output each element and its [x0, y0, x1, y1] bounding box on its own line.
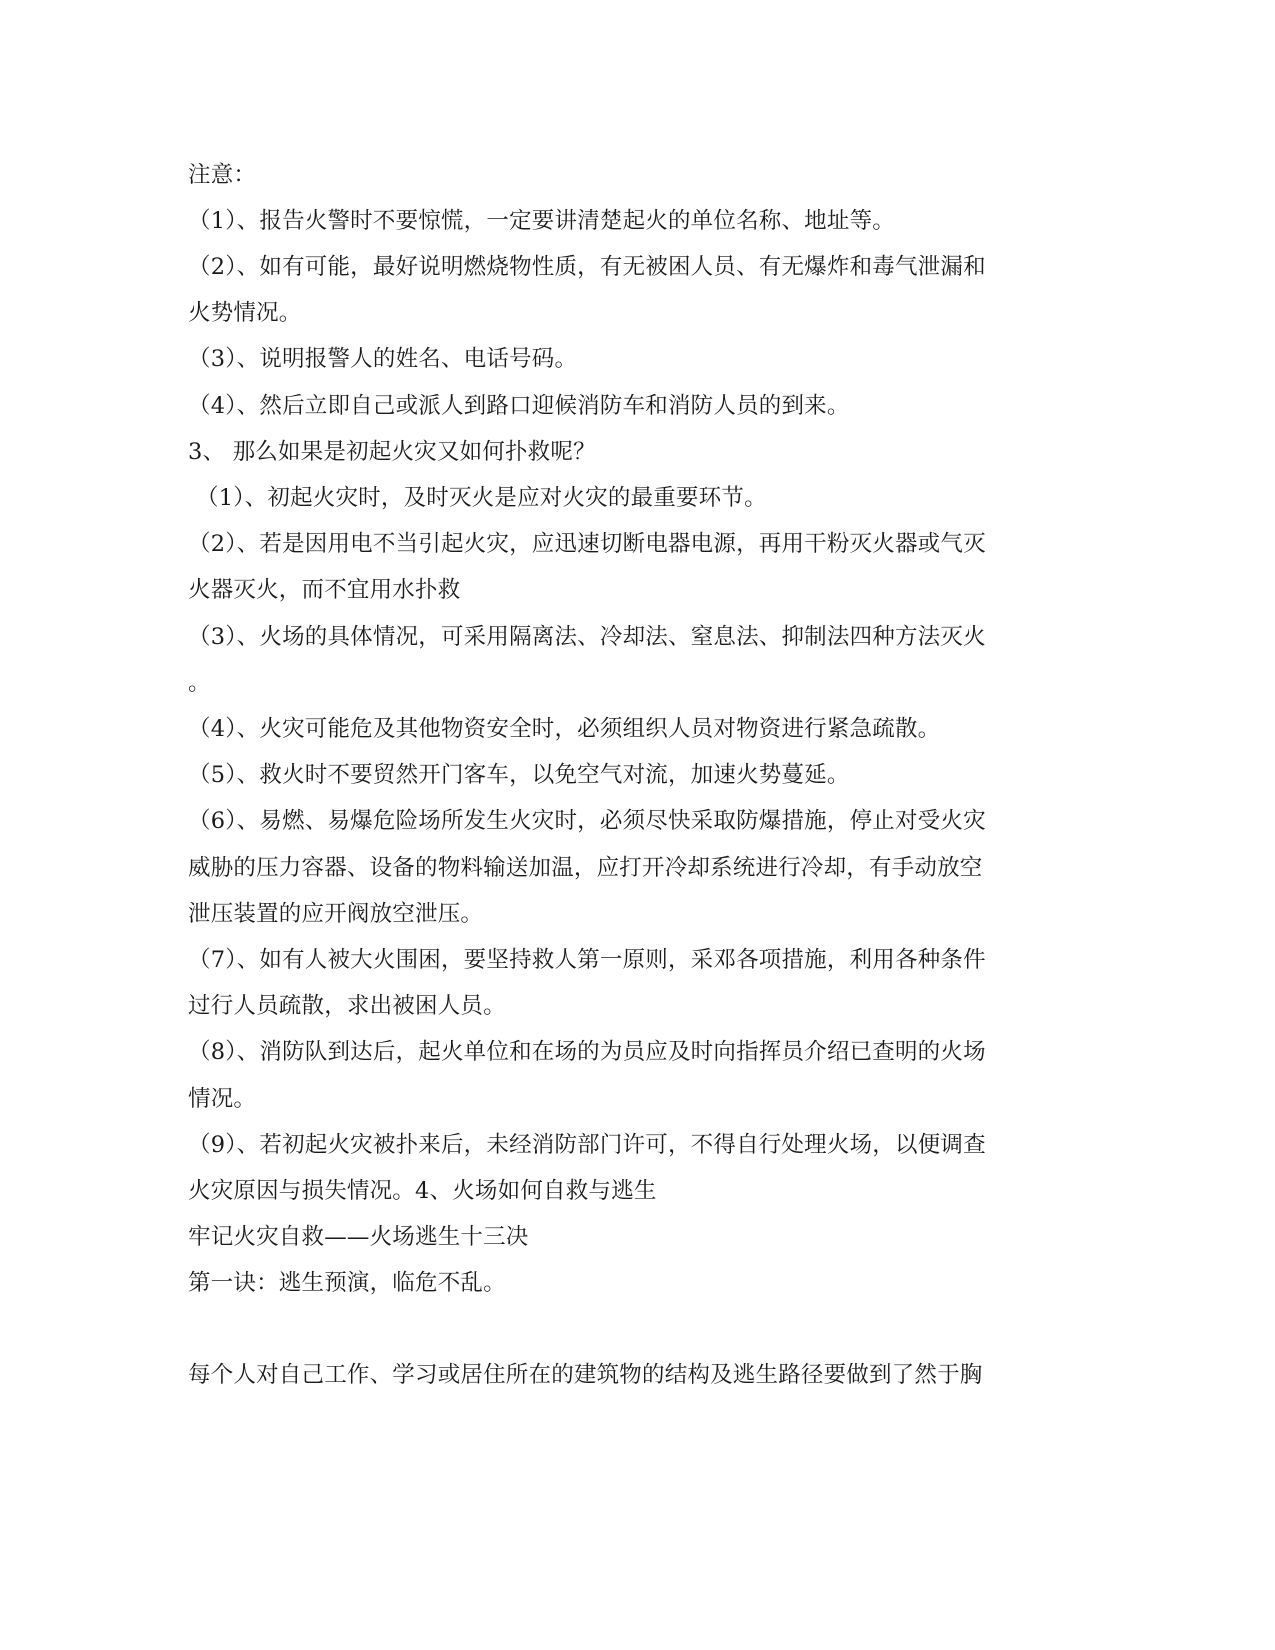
paragraph-line: （1）、初起火灾时，及时灭火是应对火灾的最重要环节。 — [196, 485, 767, 511]
heading-note: 注意： — [188, 162, 257, 188]
paragraph-line: （2）、如有可能，最好说明燃烧物性质，有无被困人员、有无爆炸和毒气泄漏和 — [188, 254, 986, 280]
paragraph-line: 威胁的压力容器、设备的物料输送加温，应打开冷却系统进行冷却，有手动放空 — [188, 855, 983, 881]
paragraph-line: 火灾原因与损失情况。4、火场如何自救与逃生 — [188, 1178, 657, 1204]
paragraph-line: （6）、易燃、易爆危险场所发生火灾时，必须尽快采取防爆措施，停止对受火灾 — [188, 808, 986, 834]
paragraph-line: （1）、报告火警时不要惊慌，一定要讲清楚起火的单位名称、地址等。 — [188, 208, 895, 234]
paragraph-line: 情况。 — [188, 1086, 257, 1112]
paragraph-line: （7）、如有人被大火围困，要坚持救人第一原则，采邓各项措施，利用各种条件 — [188, 947, 986, 973]
subheading: 牢记火灾自救——火场逃生十三决 — [188, 1224, 529, 1250]
paragraph-line: （3）、说明报警人的姓名、电话号码。 — [188, 346, 578, 372]
paragraph-line: （8）、消防队到达后，起火单位和在场的为员应及时向指挥员介绍已查明的火场 — [188, 1039, 986, 1065]
paragraph-line: 泄压装置的应开阀放空泄压。 — [188, 901, 484, 927]
paragraph-line: 火势情况。 — [188, 300, 302, 326]
paragraph-line: 过行人员疏散，求出被困人员。 — [188, 993, 506, 1019]
subheading: 第一诀：逃生预演，临危不乱。 — [188, 1270, 506, 1296]
paragraph-line: （3）、火场的具体情况，可采用隔离法、冷却法、窒息法、抑制法四种方法灭火 — [188, 624, 986, 650]
section-heading: 3、 那么如果是初起火灾又如何扑救呢？ — [188, 439, 596, 465]
paragraph-line: （5）、救火时不要贸然开门客车，以免空气对流，加速火势蔓延。 — [188, 762, 850, 788]
paragraph-line: 。 — [188, 670, 211, 696]
paragraph-line: 火器灭火，而不宜用水扑救 — [188, 577, 461, 603]
paragraph-line: （4）、火灾可能危及其他物资安全时，必须组织人员对物资进行紧急疏散。 — [188, 716, 941, 742]
paragraph-line: （2）、若是因用电不当引起火灾，应迅速切断电器电源，再用干粉灭火器或气灭 — [188, 531, 986, 557]
paragraph-line: （4）、然后立即自己或派人到路口迎候消防车和消防人员的到来。 — [188, 393, 850, 419]
paragraph-line: （9）、若初起火灾被扑来后，未经消防部门许可，不得自行处理火场，以便调查 — [188, 1132, 986, 1158]
paragraph-line: 每个人对自己工作、学习或居住所在的建筑物的结构及逃生路径要做到了然于胸 — [188, 1362, 983, 1388]
